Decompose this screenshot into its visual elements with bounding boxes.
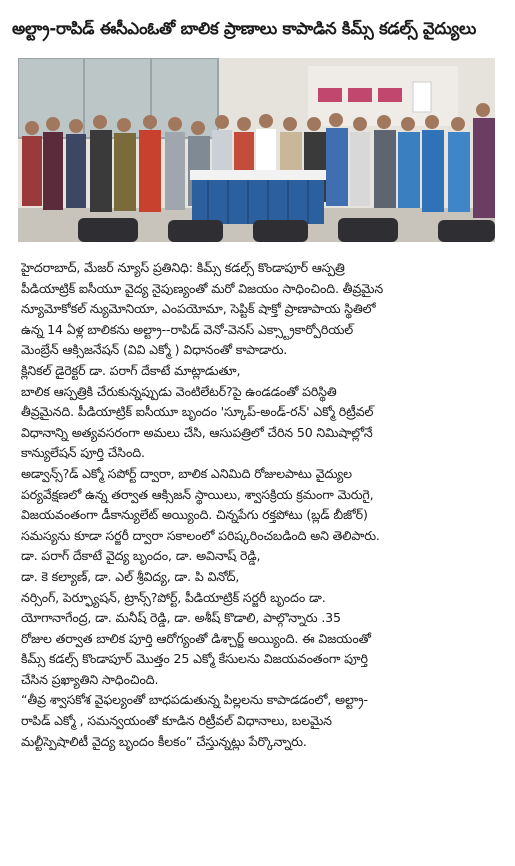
- body-line: విధానాన్ని అత్యవసరంగా అమలు చేసి, ఆసుపత్రిలో చేరిన 50 నిమిషాల్లోనే: [21, 424, 373, 440]
- body-line: విజయవంతంగా డీకాన్యులేట్ అయ్యింది. చిన్నపేగు రక్తపోటు (బ్లడ్ బీజోర్): [21, 507, 368, 523]
- body-line: పీడియాట్రిక్ ఐసీయూ వైద్య నైపుణ్యంతో మరో విజయం సాధించింది. తీవ్రమైన: [21, 280, 384, 296]
- article-body: [21, 258, 495, 752]
- body-line: పర్యవేక్షణలో ఉన్న తర్వాత ఆక్సిజన్ స్థాయిలు, శ్వాసక్రియ క్రమంగా మెరుగై,: [21, 486, 374, 502]
- body-line: సమస్యను కూడా సర్జరీ ద్వారా సకాలంలో పరిష్కరించబడింది అని తెలిపారు.: [21, 527, 380, 543]
- body-line: డా. పరాగ్ దేకాటే వైద్య బృందం, డా. అవినాష్ రెడ్డి,: [21, 548, 261, 564]
- body-line: కిమ్స్ కడల్స్ కొండాపూర్ మొత్తం 25 ఎక్మో కేసులను విజయవంతంగా పూర్తి: [21, 651, 368, 667]
- group-photo: [18, 58, 495, 242]
- body-line: డా. కె కల్యాణ్, డా. ఎల్ శ్రీవిద్య, డా. పి వినోద్,: [21, 568, 240, 584]
- body-line: నర్సింగ్, పెర్ఫ్యూషన్, ట్రాన్స్?పోర్ట్, పీడియాట్రిక్ సర్జరీ బృందం డా.: [21, 589, 326, 605]
- body-line: ఉన్న 14 ఏళ్ల బాలికను అల్ట్రా--రాపిడ్ వెనో-వెనస్ ఎక్స్ట్రాకార్పోరియల్: [21, 321, 354, 337]
- body-line: చేసిన ప్రఖ్యాతిని సాధించింది.: [21, 671, 159, 687]
- body-line: తీవ్రమైనది. పీడియాట్రిక్ ఐసీయూ బృందం 'స్కూప్-అండ్-రన్' ఎక్మో రిట్రీవల్: [21, 404, 374, 420]
- body-line: క్లినికల్ డైరెక్టర్ డా. పరాగ్ దేకాటే మాట్లాడుతూ,: [21, 362, 241, 378]
- body-line: “తీవ్ర శ్వాసకోశ వైఫల్యంతో బాధపడుతున్న పిల్లలను కాపాడడంలో, అల్ట్రా-: [21, 692, 368, 708]
- body-line: బాలిక ఆస్పత్రికి చేరుకున్నప్పుడు వెంటిలేటర్?పై ఉండడంతో పరిస్థితి: [21, 383, 337, 399]
- body-line: న్యూమోకోకల్ న్యుమోనియా, ఎంపయోమా, సెప్టిక్ షాక్తో ప్రాణాపాయ స్థితిలో: [21, 301, 376, 317]
- body-line: యోగానాగేంద్ర, డా. మనీష్ రెడ్డి, డా. అశీష్ కొడాలి, పాల్గొన్నారు .35: [21, 610, 341, 626]
- body-line: రాపిడ్ ఎక్మో , సమన్వయంతో కూడిన రిట్రీవల్ విధానాలు, బలమైన: [21, 713, 332, 729]
- body-line: కాన్యులేషన్ పూర్తి చేసింది.: [21, 445, 145, 461]
- body-line: రోజుల తర్వాత బాలిక పూర్తి ఆరోగ్యంతో డిశ్చార్జ్ అయ్యింది. ఈ విజయంతో: [21, 630, 371, 646]
- headline: అల్ట్రా-రాపిడ్ ఈసీఎంఓతో బాలిక ప్రాణాలు కాపాడిన కిమ్స్ కడల్స్ వైద్యులు: [12, 19, 477, 38]
- body-line: హైదరాబాద్, మేజర్ న్యూస్ ప్రతినిధి: కిమ్స్ కడల్స్ కొండాపూర్ ఆస్పత్రి: [21, 260, 345, 275]
- body-line: మెంబ్రేన్ ఆక్సిజనేషన్ (వివి ఎక్మో ) విధానంతో కాపాడారు.: [21, 342, 288, 358]
- body-line: మల్టీస్పెషాలిటీ వైద్య బృందం కీలకం” చేస్తున్నట్లు పేర్కొన్నారు.: [21, 733, 307, 749]
- body-line: అడ్వాన్స్?డ్ ఎక్మో సపోర్ట్ ద్వారా, బాలిక ఎనిమిది రోజులపాటు వైద్యుల: [21, 465, 352, 481]
